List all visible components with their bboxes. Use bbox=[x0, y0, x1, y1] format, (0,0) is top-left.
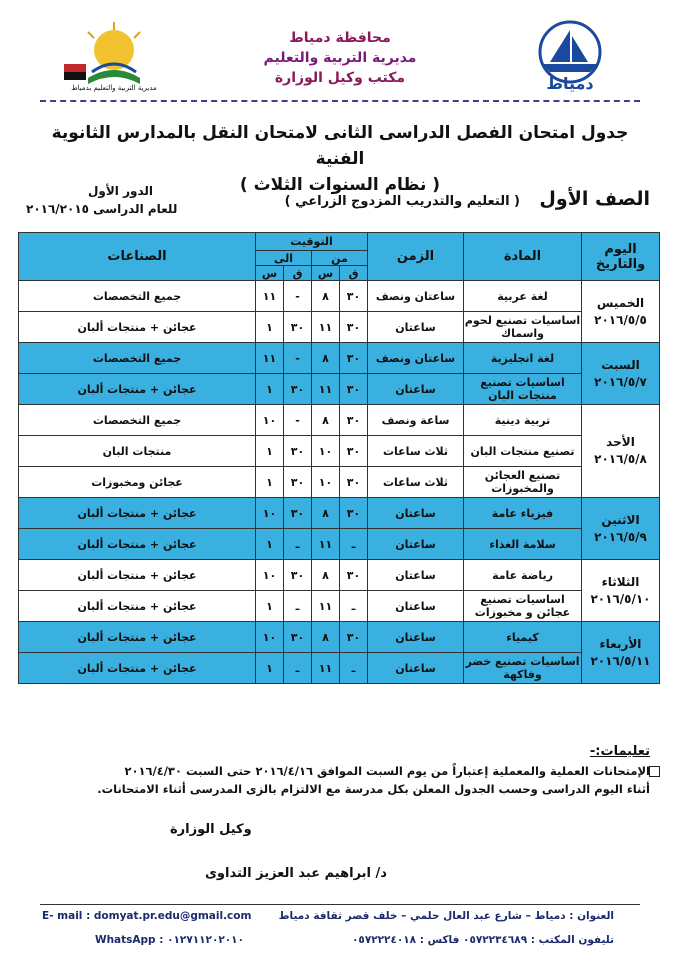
to-hour-cell: ١١ bbox=[256, 281, 284, 312]
day-cell bbox=[582, 343, 660, 405]
table-row bbox=[19, 622, 660, 653]
round-label: الدور الأول bbox=[88, 184, 154, 198]
specialties-cell: عجائن + منتجات ألبان bbox=[19, 591, 256, 622]
instructions-title: تعليمات:- bbox=[589, 744, 650, 759]
specialties-cell: جميع التخصصات bbox=[19, 343, 256, 374]
to-min-cell: ٣٠ bbox=[284, 622, 312, 653]
duration-cell: ساعتان bbox=[368, 622, 464, 653]
grade-label: الصف الأول bbox=[539, 188, 650, 210]
footer-address: العنوان : دمياط – شارع عبد العال حلمي – خلف قصر ثقافة دمياط bbox=[278, 910, 614, 922]
to-min-cell: - bbox=[284, 281, 312, 312]
subject-cell: اساسيات تصنيع خضر وفاكهة bbox=[464, 653, 582, 684]
specialties-cell: عجائن + منتجات ألبان bbox=[19, 529, 256, 560]
day-cell bbox=[582, 622, 660, 684]
to-hour-cell: ١١ bbox=[256, 343, 284, 374]
from-hour-cell: ٨ bbox=[312, 498, 340, 529]
day-name: الثلاثاء bbox=[601, 574, 640, 589]
specialties-cell: عجائن + منتجات ألبان bbox=[19, 498, 256, 529]
duration-cell: ساعتان bbox=[368, 498, 464, 529]
from-min-cell: ٣٠ bbox=[340, 467, 368, 498]
specialties-cell: عجائن + منتجات ألبان bbox=[19, 622, 256, 653]
table-row bbox=[19, 653, 660, 684]
from-min-cell: ـ bbox=[340, 591, 368, 622]
table-row bbox=[19, 529, 660, 560]
to-min-cell: ٣٠ bbox=[284, 498, 312, 529]
table-body bbox=[19, 281, 660, 684]
to-min-cell: ٣٠ bbox=[284, 374, 312, 405]
day-name: السبت bbox=[601, 357, 640, 372]
specialties-cell: عجائن + منتجات ألبان bbox=[19, 312, 256, 343]
duration-cell: ساعة ونصف bbox=[368, 405, 464, 436]
specialties-cell: جميع التخصصات bbox=[19, 405, 256, 436]
program-label: ( التعليم والتدريب المزدوج الزراعي ) bbox=[284, 194, 520, 209]
from-min-cell: ٣٠ bbox=[340, 560, 368, 591]
from-hour-cell: ٨ bbox=[312, 405, 340, 436]
from-min-cell: ٣٠ bbox=[340, 281, 368, 312]
damietta-logo bbox=[520, 18, 620, 98]
to-min-cell: ٣٠ bbox=[284, 436, 312, 467]
col-from-hour: س bbox=[312, 266, 340, 281]
subject-cell: تصنيع العجائن والمخبوزات bbox=[464, 467, 582, 498]
to-min-cell: ٣٠ bbox=[284, 467, 312, 498]
bullet-icon bbox=[649, 766, 660, 777]
table-row bbox=[19, 498, 660, 529]
subject-cell: رياضة عامة bbox=[464, 560, 582, 591]
instruction-line-1: الإمتحانات العملية والمعملية إعتباراً من يوم السبت الموافق ٢٠١٦/٤/١٦ حتى السبت ٢٠١٦/٤/٣٠ bbox=[124, 764, 650, 778]
table-row bbox=[19, 374, 660, 405]
to-min-cell: ـ bbox=[284, 591, 312, 622]
duration-cell: ساعتان ونصف bbox=[368, 343, 464, 374]
table-row bbox=[19, 281, 660, 312]
to-min-cell: ٣٠ bbox=[284, 312, 312, 343]
subject-cell: سلامة الغذاء bbox=[464, 529, 582, 560]
day-cell bbox=[582, 405, 660, 498]
duration-cell: ثلاث ساعات bbox=[368, 436, 464, 467]
day-name: الأربعاء bbox=[599, 636, 642, 651]
from-hour-cell: ١٠ bbox=[312, 467, 340, 498]
governorate-name: محافظة دمياط bbox=[289, 30, 391, 46]
subject-cell: تصنيع منتجات البان bbox=[464, 436, 582, 467]
table-row bbox=[19, 436, 660, 467]
to-hour-cell: ١٠ bbox=[256, 622, 284, 653]
day-date: ٢٠١٦/٥/٩ bbox=[594, 529, 647, 544]
signatory-role: وكيل الوزارة bbox=[170, 822, 252, 837]
footer-divider bbox=[40, 904, 640, 905]
col-timing: التوقيت bbox=[256, 233, 368, 251]
to-min-cell: ٣٠ bbox=[284, 560, 312, 591]
to-hour-cell: ١ bbox=[256, 591, 284, 622]
directorate-logo bbox=[58, 20, 170, 98]
col-to-hour: س bbox=[256, 266, 284, 281]
subject-cell: تربية دينية bbox=[464, 405, 582, 436]
day-date: ٢٠١٦/٥/٨ bbox=[594, 452, 647, 466]
day-name: الأحد bbox=[606, 435, 635, 449]
from-min-cell: ٣٠ bbox=[340, 498, 368, 529]
header bbox=[0, 0, 679, 110]
from-min-cell: ٣٠ bbox=[340, 343, 368, 374]
table-row bbox=[19, 312, 660, 343]
to-min-cell: ـ bbox=[284, 529, 312, 560]
duration-cell: ساعتان ونصف bbox=[368, 281, 464, 312]
duration-cell: ساعتان bbox=[368, 312, 464, 343]
subject-cell: اساسيات تصنيع منتجات البان bbox=[464, 374, 582, 405]
office-name: مكتب وكيل الوزارة bbox=[274, 70, 406, 86]
from-hour-cell: ١١ bbox=[312, 591, 340, 622]
table-row bbox=[19, 343, 660, 374]
to-hour-cell: ١٠ bbox=[256, 560, 284, 591]
duration-cell: ساعتان bbox=[368, 591, 464, 622]
year-label: للعام الدراسى ٢٠١٦/٢٠١٥ bbox=[26, 202, 178, 216]
from-hour-cell: ٨ bbox=[312, 560, 340, 591]
day-cell bbox=[582, 560, 660, 622]
from-hour-cell: ١٠ bbox=[312, 436, 340, 467]
table-row bbox=[19, 591, 660, 622]
day-cell bbox=[582, 281, 660, 343]
col-from-min: ق bbox=[340, 266, 368, 281]
col-specialties: الصناعات bbox=[19, 233, 256, 281]
day-date: ٢٠١٦/٥/٥ bbox=[594, 312, 647, 327]
subject-cell: لغة عربية bbox=[464, 281, 582, 312]
to-min-cell: - bbox=[284, 343, 312, 374]
day-cell bbox=[582, 498, 660, 560]
from-hour-cell: ١١ bbox=[312, 529, 340, 560]
to-hour-cell: ١ bbox=[256, 312, 284, 343]
footer-phone: تليفون المكتب : ٠٥٧٢٢٣٤٦٨٩ فاكس : ٠٥٧٢٢٢٤٠١٨ bbox=[352, 934, 614, 946]
from-min-cell: ٣٠ bbox=[340, 374, 368, 405]
from-hour-cell: ١١ bbox=[312, 653, 340, 684]
from-min-cell: ٣٠ bbox=[340, 436, 368, 467]
logo-city-label: دمياط bbox=[546, 74, 594, 93]
from-hour-cell: ١١ bbox=[312, 374, 340, 405]
logo-caption: مديرية التربية والتعليم بدمياط bbox=[71, 84, 157, 92]
specialties-cell: جميع التخصصات bbox=[19, 281, 256, 312]
day-date: ٢٠١٦/٥/٧ bbox=[594, 374, 647, 389]
duration-cell: ساعتان bbox=[368, 653, 464, 684]
from-hour-cell: ٨ bbox=[312, 281, 340, 312]
footer-email: E- mail : domyat.pr.edu@gmail.com bbox=[42, 910, 252, 922]
directorate-name: مديرية التربية والتعليم bbox=[263, 50, 417, 66]
to-hour-cell: ١٠ bbox=[256, 405, 284, 436]
day-date: ٢٠١٦/٥/١٠ bbox=[590, 591, 651, 606]
from-min-cell: ـ bbox=[340, 529, 368, 560]
to-hour-cell: ١ bbox=[256, 653, 284, 684]
title-line-1: جدول امتحان الفصل الدراسى الثانى لامتحان النقل بالمدارس الثانوية الفنية bbox=[51, 123, 629, 169]
signatory-name: د/ ابراهيم عبد العزيز التداوى bbox=[205, 866, 387, 881]
subject-cell: لغة انجليزية bbox=[464, 343, 582, 374]
specialties-cell: عجائن ومخبوزات bbox=[19, 467, 256, 498]
col-subject: المادة bbox=[464, 233, 582, 281]
col-duration: الزمن bbox=[368, 233, 464, 281]
table-row bbox=[19, 467, 660, 498]
day-name: الخميس bbox=[596, 295, 645, 310]
col-day: اليوم والتاريخ bbox=[582, 233, 660, 281]
specialties-cell: منتجات البان bbox=[19, 436, 256, 467]
duration-cell: ساعتان bbox=[368, 560, 464, 591]
day-name: الاثنين bbox=[601, 512, 640, 527]
from-min-cell: ـ bbox=[340, 653, 368, 684]
table-row bbox=[19, 405, 660, 436]
to-hour-cell: ١ bbox=[256, 529, 284, 560]
header-text bbox=[180, 28, 500, 88]
duration-cell: ساعتان bbox=[368, 374, 464, 405]
title-line-2: ( نظام السنوات الثلاث ) bbox=[239, 175, 441, 195]
to-hour-cell: ١ bbox=[256, 436, 284, 467]
from-min-cell: ٣٠ bbox=[340, 312, 368, 343]
to-min-cell: - bbox=[284, 405, 312, 436]
from-hour-cell: ٨ bbox=[312, 622, 340, 653]
grade-row bbox=[18, 186, 660, 226]
specialties-cell: عجائن + منتجات ألبان bbox=[19, 560, 256, 591]
exam-schedule-table bbox=[18, 232, 660, 684]
specialties-cell: عجائن + منتجات ألبان bbox=[19, 653, 256, 684]
col-to: الى bbox=[256, 251, 312, 266]
from-min-cell: ٣٠ bbox=[340, 622, 368, 653]
to-hour-cell: ١ bbox=[256, 467, 284, 498]
duration-cell: ثلاث ساعات bbox=[368, 467, 464, 498]
col-from: من bbox=[312, 251, 368, 266]
specialties-cell: عجائن + منتجات ألبان bbox=[19, 374, 256, 405]
from-hour-cell: ٨ bbox=[312, 343, 340, 374]
from-hour-cell: ١١ bbox=[312, 312, 340, 343]
header-divider bbox=[40, 100, 640, 102]
table-row bbox=[19, 560, 660, 591]
subject-cell: اساسيات تصنيع لحوم واسماك bbox=[464, 312, 582, 343]
footer-whatsapp: WhatsApp : ٠١٢٧١١٢٠٢٠١٠ bbox=[95, 934, 244, 946]
day-date: ٢٠١٦/٥/١١ bbox=[590, 653, 651, 668]
subject-cell: كيمياء bbox=[464, 622, 582, 653]
to-hour-cell: ١٠ bbox=[256, 498, 284, 529]
col-to-min: ق bbox=[284, 266, 312, 281]
duration-cell: ساعتان bbox=[368, 529, 464, 560]
subject-cell: اساسيات تصنيع عجائن و مخبوزات bbox=[464, 591, 582, 622]
to-min-cell: ـ bbox=[284, 653, 312, 684]
instruction-line-2: أثناء اليوم الدراسى وحسب الجدول المعلن بكل مدرسة مع الالتزام بالزى المدرسى أثناء الامتحانات. bbox=[97, 782, 650, 796]
from-min-cell: ٣٠ bbox=[340, 405, 368, 436]
to-hour-cell: ١ bbox=[256, 374, 284, 405]
subject-cell: فيزياء عامة bbox=[464, 498, 582, 529]
